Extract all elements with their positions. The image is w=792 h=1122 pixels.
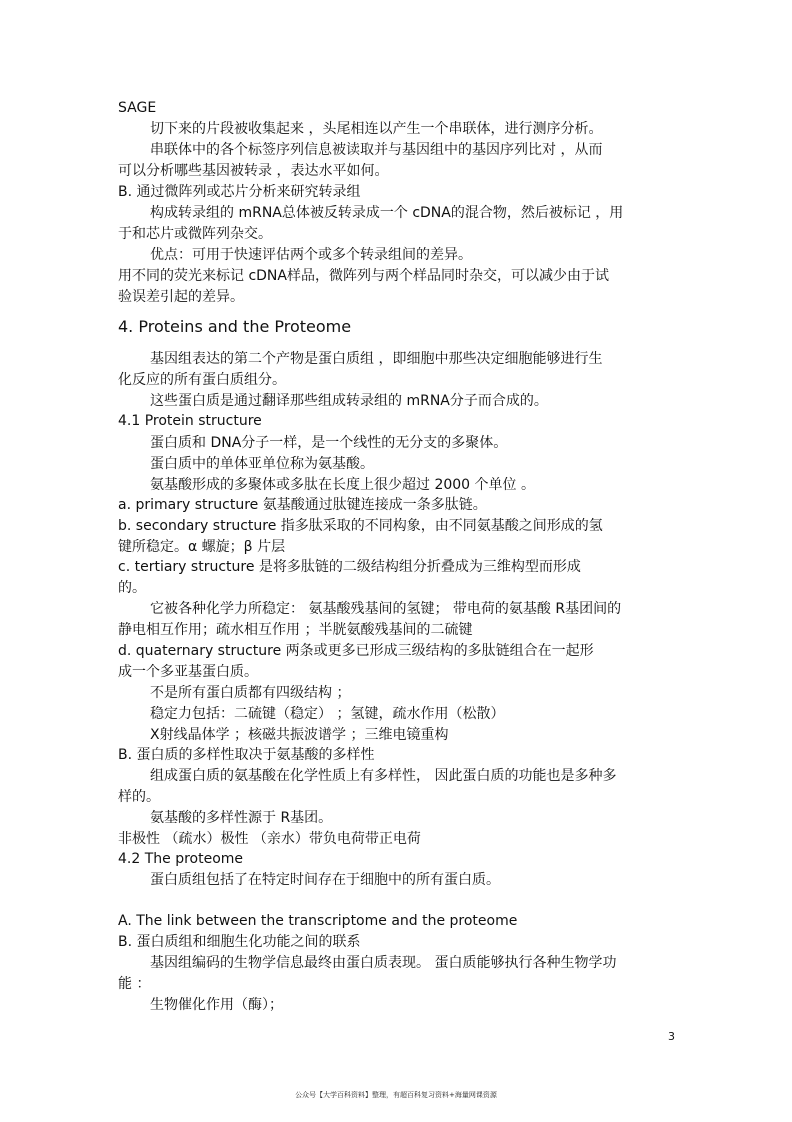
- text-line: d. quaternary structure 两条或更多已形成三级结构的多肽链组合在一起形: [118, 643, 594, 659]
- text-line: 它被各种化学力所稳定： 氨基酸残基间的氢键； 带电荷的氨基酸 R基团间的: [150, 601, 622, 617]
- text-line: 切下来的片段被收集起来 ，头尾相连以产生一个串联体，进行测序分析。: [150, 121, 603, 137]
- text-line: 非极性 （疏水）极性 （亲水）带负电荷带正电荷: [118, 831, 421, 847]
- text-line: SAGE: [118, 100, 157, 116]
- text-line: 验误差引起的差异。: [118, 289, 244, 305]
- text-line: 可以分析哪些基因被转录 ，表达水平如何。: [118, 163, 389, 179]
- text-line: 样的。: [118, 789, 160, 805]
- text-line: 成一个多亚基蛋白质。: [118, 664, 258, 680]
- page-number: 3: [668, 1030, 675, 1043]
- text-line: 键所稳定。α 螺旋；β 片层: [118, 539, 286, 555]
- text-line: 基因组表达的第二个产物是蛋白质组 ，即细胞中那些决定细胞能够进行生: [150, 351, 603, 367]
- text-line: 蛋白质和 DNA分子一样，是一个线性的无分支的多聚体。: [150, 435, 508, 451]
- text-line: B. 通过微阵列或芯片分析来研究转录组: [118, 184, 361, 200]
- text-line: a. primary structure 氨基酸通过肽键连接成一条多肽链。: [118, 497, 487, 513]
- section-heading: 4. Proteins and the Proteome: [118, 317, 352, 336]
- text-line: 的。: [118, 580, 146, 596]
- text-line: X射线晶体学 ；核磁共振波谱学 ；三维电镜重构: [150, 727, 449, 743]
- text-line: 于和芯片或微阵列杂交。: [118, 226, 272, 242]
- text-line: 氨基酸形成的多聚体或多肽在长度上很少超过 2000 个单位 。: [150, 477, 535, 493]
- text-line: 优点：可用于快速评估两个或多个转录组间的差异。: [150, 247, 472, 263]
- text-line: 化反应的所有蛋白质组分。: [118, 372, 286, 388]
- text-line: 能 ：: [118, 976, 151, 992]
- text-line: B. 蛋白质组和细胞生化功能之间的联系: [118, 934, 361, 950]
- text-line: 氨基酸的多样性源于 R基团。: [150, 810, 333, 826]
- text-line: b. secondary structure 指多肽采取的不同构象，由不同氨基酸之间形成的氢: [118, 518, 603, 534]
- text-line: 静电相互作用；疏水相互作用 ；半胱氨酸残基间的二硫键: [118, 622, 473, 638]
- text-line: 蛋白质中的单体亚单位称为氨基酸。: [150, 456, 374, 472]
- text-line: 串联体中的各个标签序列信息被读取并与基因组中的基因序列比对 ，从而: [150, 142, 603, 158]
- subsection-heading: 4.2 The proteome: [118, 851, 244, 867]
- text-line: 构成转录组的 mRNA总体被反转录成一个 cDNA的混合物，然后被标记 ，用: [150, 205, 624, 221]
- text-line: 这些蛋白质是通过翻译那些组成转录组的 mRNA分子而合成的。: [150, 393, 548, 409]
- text-line: B. 蛋白质的多样性取决于氨基酸的多样性: [118, 747, 375, 763]
- text-line: A. The link between the transcriptome and the proteome: [118, 913, 518, 929]
- text-line: 基因组编码的生物学信息最终由蛋白质表现。 蛋白质能够执行各种生物学功: [150, 955, 617, 971]
- text-line: 用不同的荧光来标记 cDNA样品，微阵列与两个样品同时杂交，可以减少由于试: [118, 268, 609, 284]
- text-line: 生物催化作用（酶）；: [150, 997, 283, 1013]
- footer-note: 公众号【大学百科资料】整理，有超百科复习资料+海量网课资源: [295, 1091, 497, 1099]
- text-line: c. tertiary structure 是将多肽链的二级结构组分折叠成为三维构型而形成: [118, 559, 581, 575]
- text-line: 不是所有蛋白质都有四级结构 ；: [150, 685, 351, 701]
- text-line: 蛋白质组包括了在特定时间存在于细胞中的所有蛋白质。: [150, 872, 500, 888]
- text-line: 稳定力包括：二硫键（稳定） ；氢键，疏水作用（松散）: [150, 706, 505, 722]
- subsection-heading: 4.1 Protein structure: [118, 413, 262, 429]
- text-line: 组成蛋白质的氨基酸在化学性质上有多样性， 因此蛋白质的功能也是多种多: [150, 768, 617, 784]
